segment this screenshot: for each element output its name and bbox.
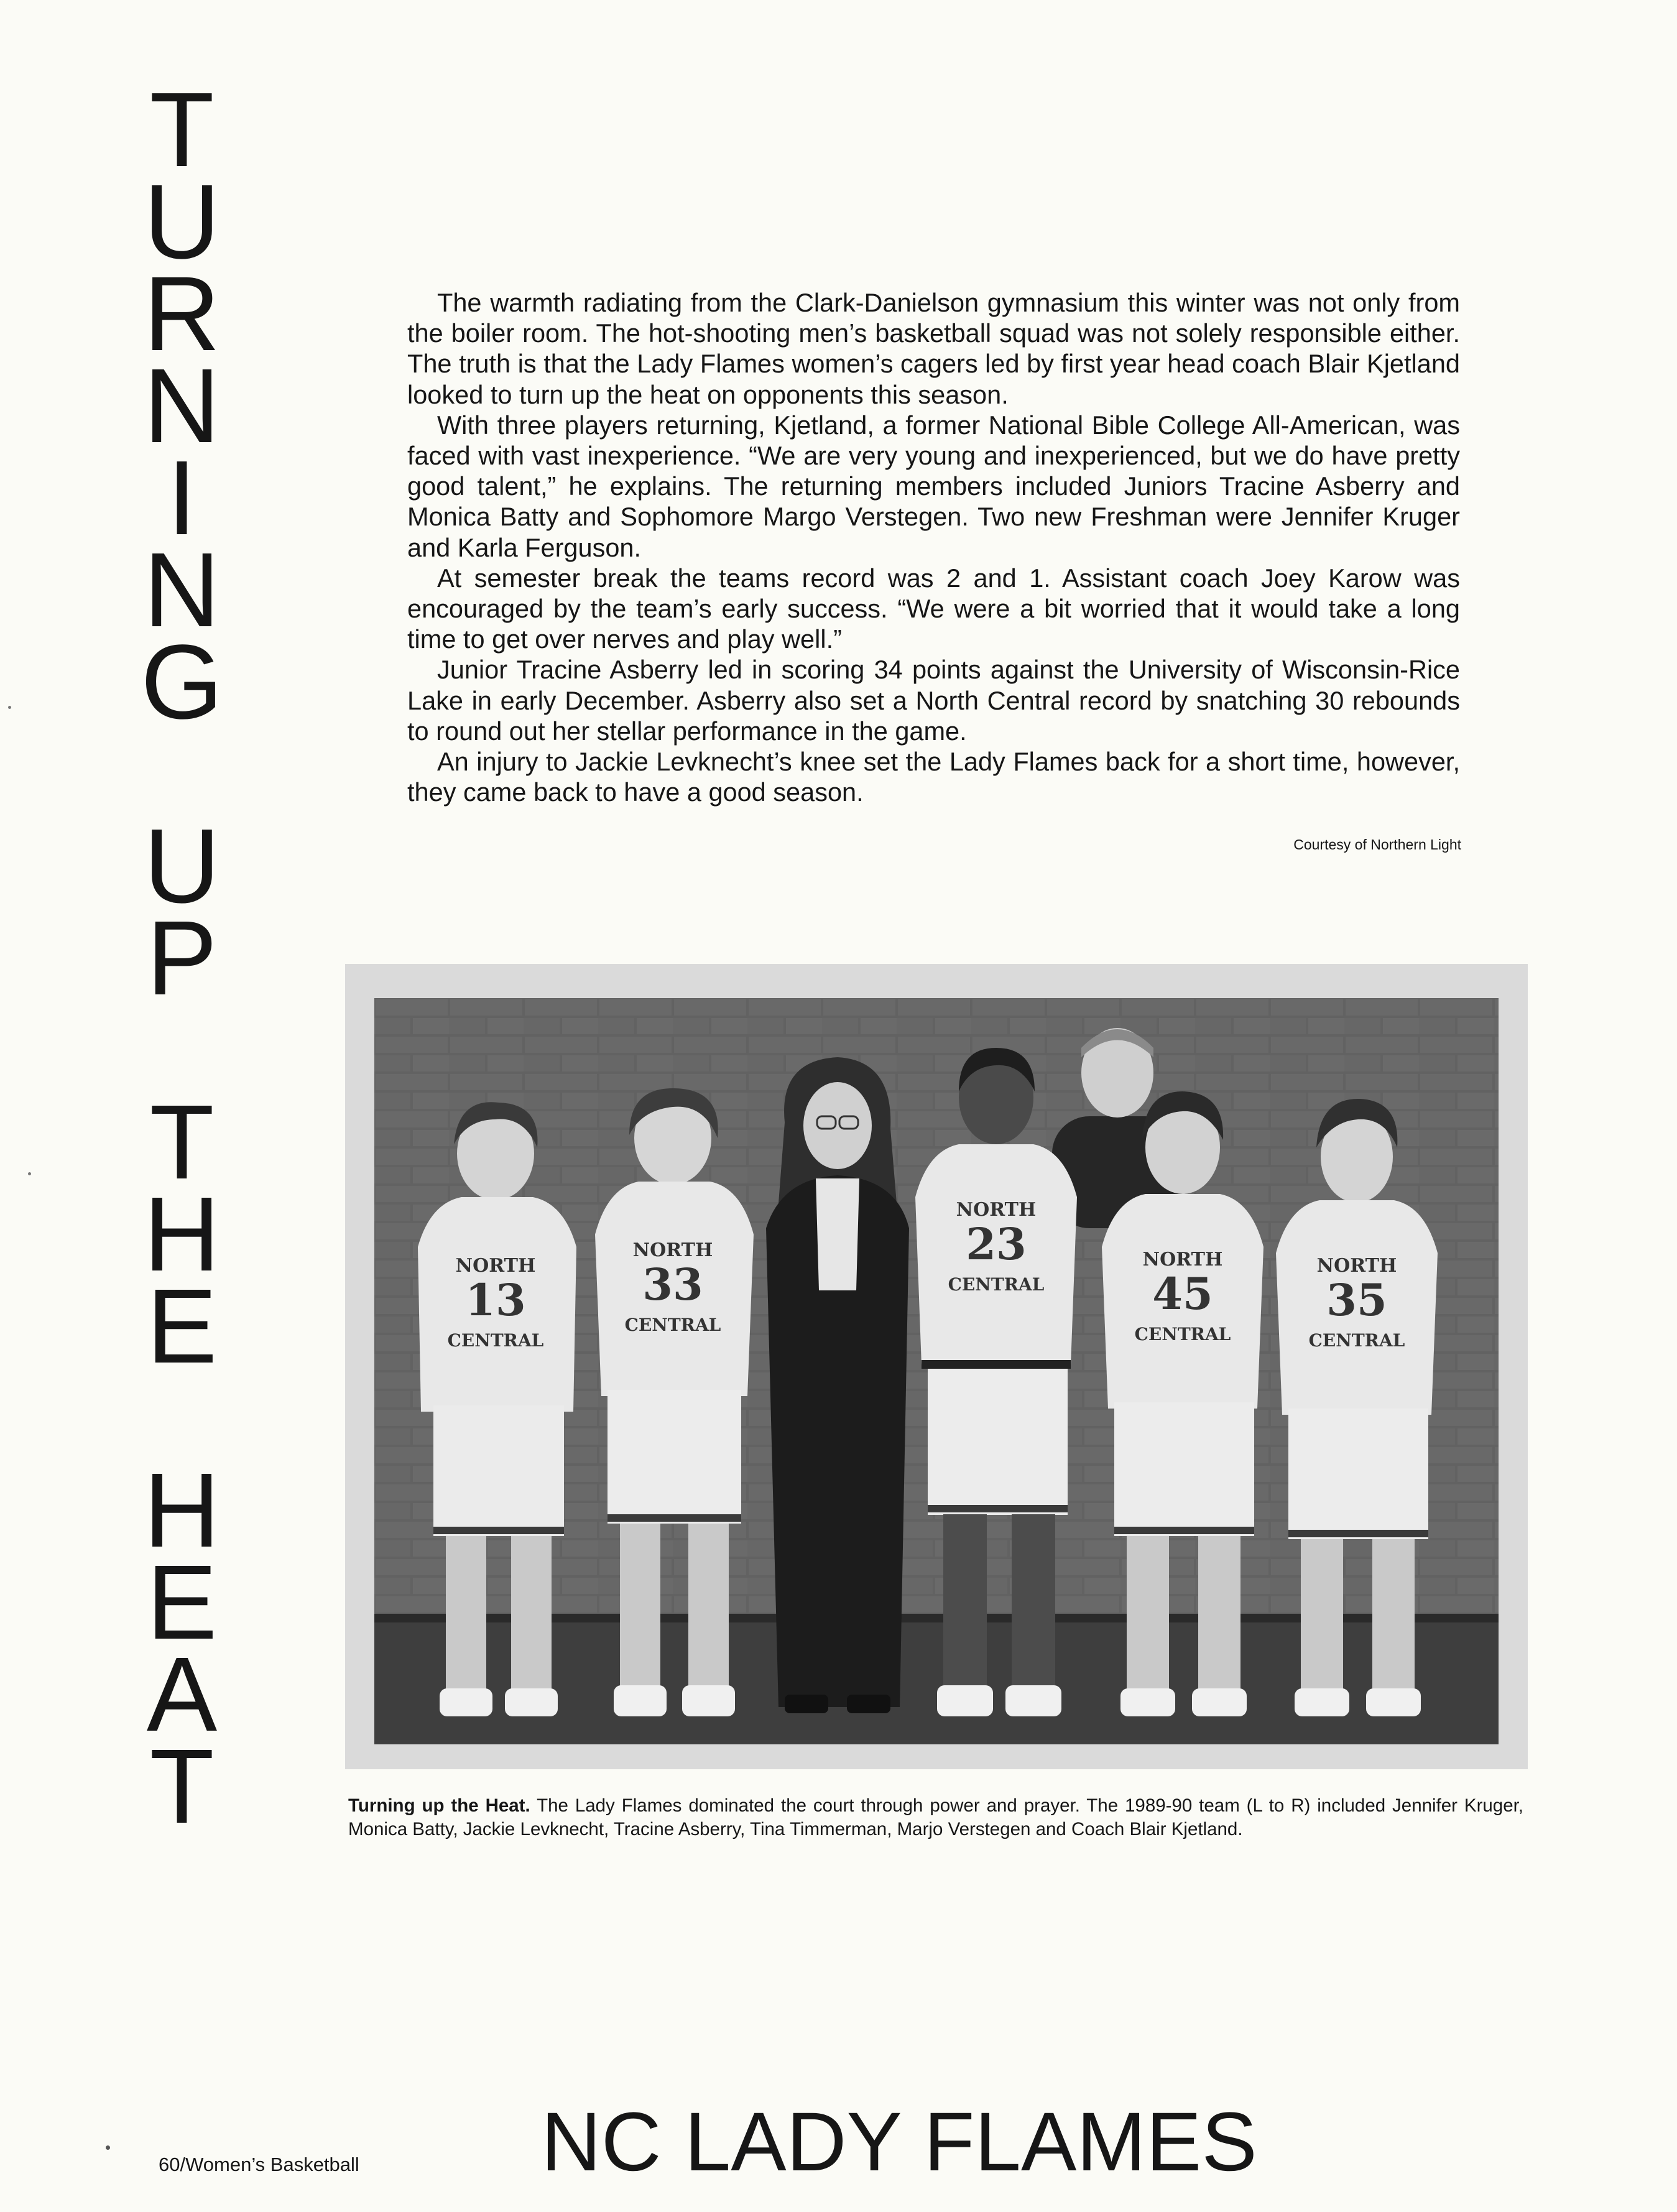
title-letter: E xyxy=(146,1543,218,1662)
title-letter: G xyxy=(141,623,223,741)
jersey-bottom-35: CENTRAL xyxy=(1308,1330,1405,1351)
assistant-figure xyxy=(766,1057,909,1713)
title-letter: U xyxy=(144,807,220,925)
vertical-title xyxy=(134,71,230,1846)
title-word-the xyxy=(134,1083,230,1386)
jersey-top-45: NORTH xyxy=(1142,1249,1223,1270)
title-letter: I xyxy=(167,439,197,557)
title-letter: N xyxy=(144,347,220,465)
article-body xyxy=(407,287,1460,807)
jersey-number-35: 35 xyxy=(1326,1274,1387,1326)
title-letter: A xyxy=(146,1636,218,1754)
page-headline: NC LADY FLAMES xyxy=(541,2096,1257,2188)
photo-caption xyxy=(348,1794,1523,1841)
scan-speck xyxy=(8,706,11,709)
jersey-number-45: 45 xyxy=(1152,1268,1213,1320)
article-paragraph: An injury to Jackie Levknecht’s knee set the Lady Flames back for a short time, however, they came back to have a good season. xyxy=(407,747,1460,807)
title-letter: U xyxy=(144,163,220,281)
jersey-number-33: 33 xyxy=(642,1259,703,1310)
jersey-number-13: 13 xyxy=(465,1274,526,1326)
title-letter: T xyxy=(149,1728,215,1846)
jersey-top-33: NORTH xyxy=(632,1239,713,1261)
jersey-bottom-13: CENTRAL xyxy=(447,1330,544,1351)
title-letter: P xyxy=(146,899,218,1017)
jersey-top-23: NORTH xyxy=(956,1199,1037,1221)
title-letter: E xyxy=(146,1267,218,1386)
jersey-bottom-23: CENTRAL xyxy=(948,1274,1045,1295)
jersey-number-23: 23 xyxy=(966,1218,1027,1270)
caption-text: The Lady Flames dominated the court through power and prayer. The 1989-90 team (L to R) included Jennifer Kruger, Monica Batty, Jackie Levknecht, Tracine Asberry, Tina Timmerman, Marjo Verstegen and Coach Blair Kjetland. xyxy=(348,1795,1524,1839)
article-paragraph: At semester break the teams record was 2 and 1. Assistant coach Joey Karow was encouraged by the team’s early success. “We were a bit worried that it would take a long time to get over nerves and play well.” xyxy=(407,563,1460,654)
title-letter: N xyxy=(144,531,220,649)
title-word-turning xyxy=(134,71,230,741)
title-letter: T xyxy=(149,71,215,189)
jersey-top-35: NORTH xyxy=(1316,1255,1397,1277)
title-letter: H xyxy=(144,1175,220,1293)
jersey-bottom-33: CENTRAL xyxy=(624,1315,721,1335)
caption-lead: Turning up the Heat. xyxy=(348,1795,530,1816)
title-word-up xyxy=(134,807,230,1017)
article-paragraph: The warmth radiating from the Clark-Danielson gymnasium this winter was not only from the boiler room. The hot-shooting men’s basketball squad was not solely responsible either. The truth is that the Lady Flames women’s cagers led by first year head coach Blair Kjetland looked to turn up the heat on opponents this season. xyxy=(407,288,1460,409)
jersey-bottom-45: CENTRAL xyxy=(1134,1324,1231,1344)
article-paragraph: With three players returning, Kjetland, a former National Bible College All-American, was faced with vast inexperience. “We are very young and inexperienced, but we do have pretty good talent,” he explains. The returning members included Juniors Tracine Asberry and Monica Batty and Sophomore Margo Verstegen. Two new Freshman were Jennifer Kruger and Karla Ferguson. xyxy=(407,410,1460,562)
jersey-top-13: NORTH xyxy=(455,1255,536,1277)
title-letter: T xyxy=(149,1083,215,1201)
photo-credit: Courtesy of Northern Light xyxy=(1293,836,1461,853)
team-photo-frame xyxy=(345,964,1528,1769)
scan-speck xyxy=(28,1172,31,1175)
page-folio: 60/Women’s Basketball xyxy=(159,2154,359,2175)
title-letter: H xyxy=(144,1451,220,1570)
article-paragraph: Junior Tracine Asberry led in scoring 34 points against the University of Wisconsin-Rice Lake in early December. Asberry also set a North Central record by snatching 30 rebounds to round out her stellar performance in the game. xyxy=(407,655,1460,746)
title-word-heat xyxy=(134,1451,230,1846)
scan-speck xyxy=(106,2145,110,2150)
title-letter: R xyxy=(144,255,220,373)
team-photo xyxy=(374,998,1499,1744)
